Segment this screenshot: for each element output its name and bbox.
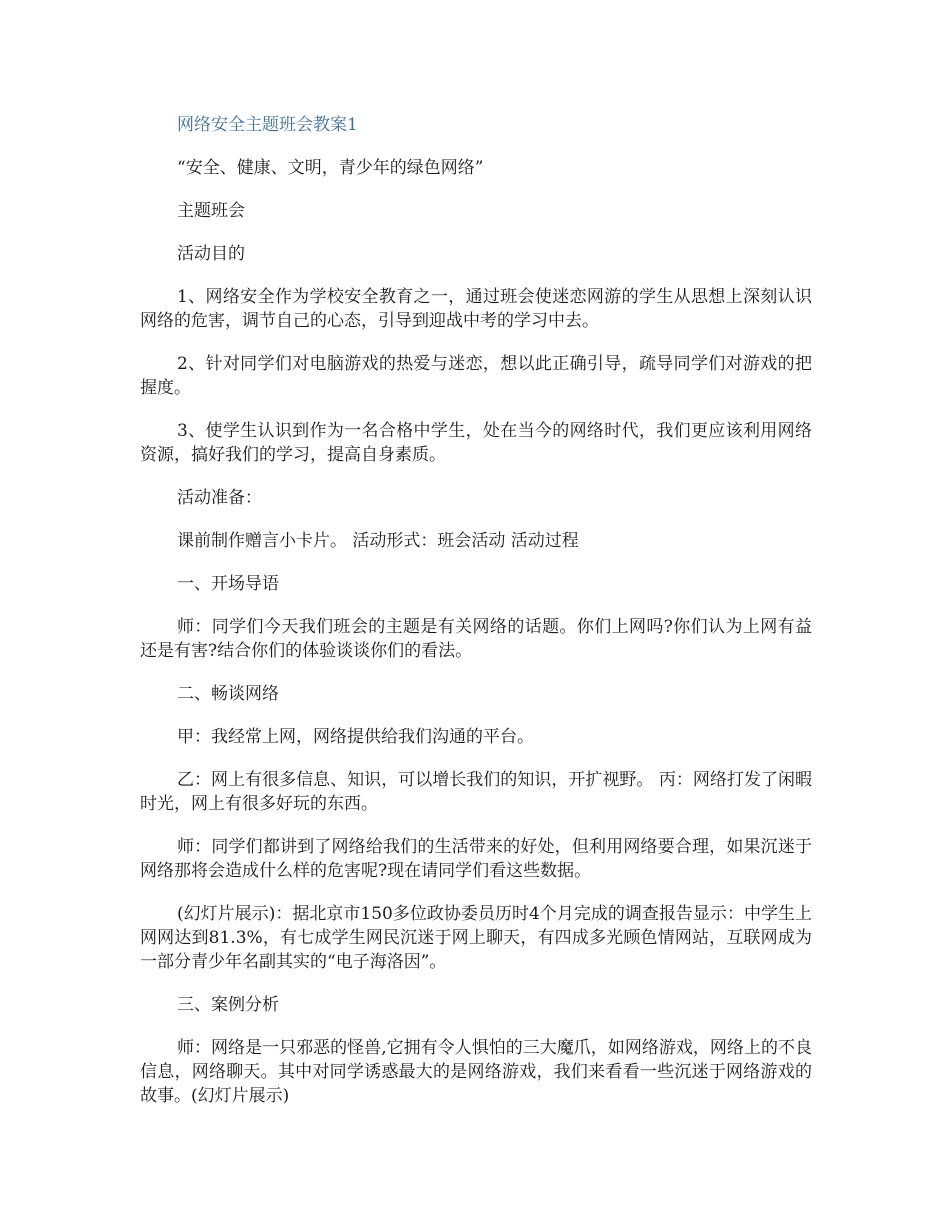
section-heading: 活动目的 <box>177 244 245 264</box>
body-paragraph: 乙：网上有很多信息、知识，可以增长我们的知识，开扩视野。 丙：网络打发了闲暇时光，网上有很多好玩的东西。 <box>140 770 812 814</box>
section-heading: 活动准备： <box>177 488 262 508</box>
body-paragraph: 师：同学们都讲到了网络给我们的生活带来的好处，但利用网络要合理，如果沉迷于网络那将会造成什么样的危害呢?现在请同学们看这些数据。 <box>140 837 812 881</box>
body-paragraph: 2、针对同学们对电脑游戏的热爱与迷恋，想以此正确引导，疏导同学们对游戏的把握度。 <box>140 354 812 398</box>
body-paragraph: (幻灯片展示)：据北京市150多位政协委员历时4个月完成的调查报告显示：中学生上网网达到81.3%，有七成学生网民沉迷于网上聊天，有四成多光顾色情网站，互联网成为一部分青少年名副其实的“电子海洛因”。 <box>140 904 812 972</box>
document-body <box>140 113 812 1127</box>
section-heading: 一、开场导语 <box>177 574 279 594</box>
body-paragraph: 甲：我经常上网，网络提供给我们沟通的平台。 <box>177 727 534 747</box>
body-paragraph: 1、网络安全作为学校安全教育之一，通过班会使迷恋网游的学生从思想上深刻认识网络的危害，调节自己的心态，引导到迎战中考的学习中去。 <box>140 287 812 331</box>
body-paragraph: 师：网络是一只邪恶的怪兽,它拥有令人惧怕的三大魔爪，如网络游戏，网络上的不良信息，网络聊天。其中对同学诱惑最大的是网络游戏，我们来看看一些沉迷于网络游戏的故事。(幻灯片展示) <box>140 1038 812 1106</box>
slogan-paragraph: “安全、健康、文明，青少年的绿色网络” <box>177 158 484 178</box>
section-label: 主题班会 <box>177 201 245 221</box>
body-paragraph: 课前制作赠言小卡片。 活动形式：班会活动 活动过程 <box>177 531 579 551</box>
document-title: 网络安全主题班会教案1 <box>177 115 358 135</box>
body-paragraph: 师：同学们今天我们班会的主题是有关网络的话题。你们上网吗?你们认为上网有益还是有害?结合你们的体验谈谈你们的看法。 <box>140 617 812 661</box>
body-paragraph: 3、使学生认识到作为一名合格中学生，处在当今的网络时代，我们更应该利用网络资源，搞好我们的学习，提高自身素质。 <box>140 421 812 465</box>
section-heading: 三、案例分析 <box>177 995 279 1015</box>
section-heading: 二、畅谈网络 <box>177 684 279 704</box>
